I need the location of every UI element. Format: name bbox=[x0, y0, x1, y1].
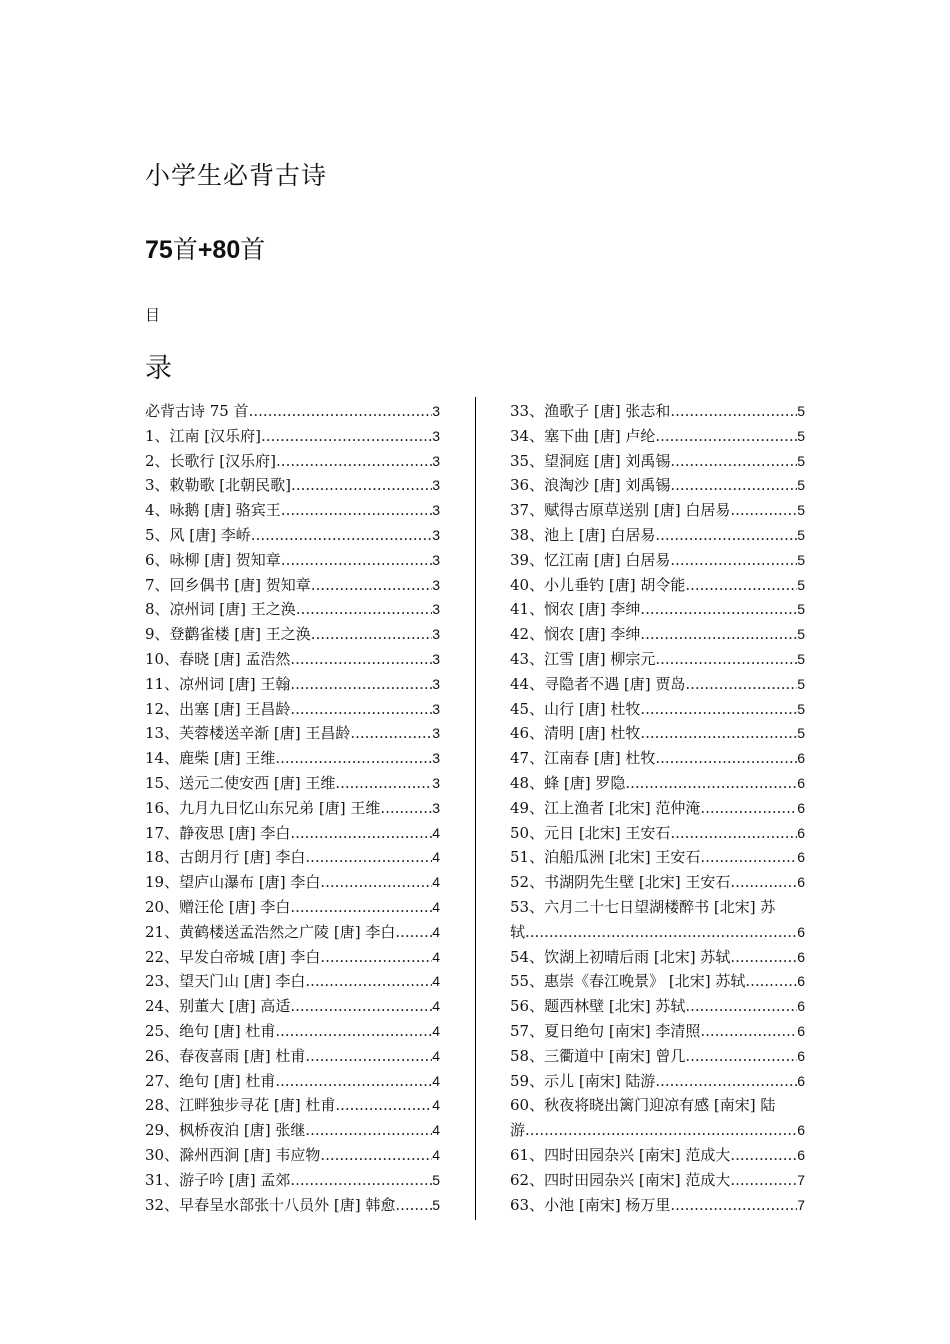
toc-entry[interactable] bbox=[510, 1168, 805, 1193]
toc-entry-page: 6 bbox=[797, 750, 805, 767]
toc-entry-title: 11、凉州词 [唐] 王翰 bbox=[145, 674, 291, 693]
toc-entry-title: 10、春晓 [唐] 孟浩然 bbox=[145, 649, 291, 668]
toc-leader-dots bbox=[655, 746, 797, 771]
toc-entry[interactable] bbox=[145, 498, 440, 523]
toc-entry-page: 5 bbox=[797, 477, 805, 494]
document-title: 小学生必背古诗 bbox=[145, 161, 328, 190]
toc-entry-title: 35、望洞庭 [唐] 刘禹锡 bbox=[510, 451, 671, 470]
toc-entry-title: 57、夏日绝句 [南宋] 李清照 bbox=[510, 1021, 701, 1040]
toc-entry-title: 61、四时田园杂兴 [南宋] 范成大 bbox=[510, 1145, 731, 1164]
toc-entry-page: 3 bbox=[432, 403, 440, 419]
toc-leader-dots bbox=[305, 1118, 432, 1143]
toc-entry-page: 5 bbox=[797, 551, 805, 568]
toc-entry-title: 21、黄鹤楼送孟浩然之广陵 [唐] 李白. bbox=[145, 922, 401, 941]
toc-entry-page: 3 bbox=[432, 576, 440, 593]
toc-entry-title: 41、悯农 [唐] 李绅 bbox=[510, 600, 641, 619]
toc-entry[interactable] bbox=[510, 796, 805, 821]
toc-entry-page: 6 bbox=[797, 1072, 805, 1089]
toc-entry[interactable] bbox=[510, 920, 805, 945]
toc-entry[interactable] bbox=[510, 1019, 805, 1044]
toc-entry[interactable] bbox=[145, 870, 440, 895]
toc-entry-page: 3 bbox=[432, 477, 440, 494]
toc-leader-dots bbox=[395, 1193, 432, 1218]
toc-leader-dots bbox=[261, 424, 432, 449]
toc-entry-page: 4 bbox=[432, 923, 440, 940]
toc-entry-page: 3 bbox=[432, 799, 440, 816]
toc-entry-page: 6 bbox=[797, 849, 805, 866]
toc-entry-page: 5 bbox=[432, 1196, 440, 1213]
toc-entry-page: 6 bbox=[797, 1146, 805, 1163]
toc-entry-page: 4 bbox=[432, 824, 440, 841]
toc-entry[interactable] bbox=[510, 895, 805, 920]
toc-entry[interactable] bbox=[145, 672, 440, 697]
toc-entry-title: 23、望天门山 [唐] 李白 bbox=[145, 972, 306, 991]
toc-entry-title: 游 bbox=[510, 1121, 526, 1140]
toc-entry[interactable] bbox=[510, 845, 805, 870]
toc-entry-page: 6 bbox=[797, 948, 805, 965]
toc-entry[interactable] bbox=[510, 994, 805, 1019]
toc-leader-dots bbox=[640, 622, 797, 647]
toc-entry-page: 6 bbox=[797, 998, 805, 1015]
toc-entry-page: 5 bbox=[797, 700, 805, 717]
toc-leader-dots bbox=[655, 647, 797, 672]
toc-leader-dots bbox=[685, 1044, 797, 1069]
toc-entry[interactable] bbox=[510, 449, 805, 474]
toc-entry-page: 3 bbox=[432, 725, 440, 742]
toc-heading-part-1: 目 bbox=[145, 306, 161, 324]
toc-leader-dots bbox=[655, 1069, 797, 1094]
toc-entry-title: 33、渔歌子 [唐] 张志和 bbox=[510, 402, 671, 420]
toc-entry[interactable] bbox=[145, 1193, 440, 1218]
toc-entry[interactable] bbox=[145, 994, 440, 1019]
toc-leader-dots bbox=[670, 399, 797, 424]
toc-entry[interactable] bbox=[510, 945, 805, 970]
toc-leader-dots bbox=[275, 1069, 432, 1094]
toc-entry-page: 5 bbox=[797, 576, 805, 593]
toc-entry[interactable] bbox=[510, 1143, 805, 1168]
toc-entry[interactable] bbox=[145, 597, 440, 622]
toc-entry[interactable] bbox=[510, 1118, 805, 1143]
toc-entry-title: 42、悯农 [唐] 李绅 bbox=[510, 625, 641, 644]
toc-right-column bbox=[510, 399, 805, 1217]
toc-leader-dots bbox=[290, 895, 432, 920]
toc-entry-title: 29、枫桥夜泊 [唐] 张继 bbox=[145, 1121, 306, 1140]
column-divider bbox=[475, 397, 476, 1220]
toc-entry-title: 20、赠汪伦 [唐] 李白 bbox=[145, 897, 291, 916]
toc-entry[interactable] bbox=[145, 920, 440, 945]
toc-entry[interactable] bbox=[145, 573, 440, 598]
toc-leader-dots bbox=[670, 449, 797, 474]
toc-leader-dots bbox=[745, 969, 797, 994]
toc-entry-title: 13、芙蓉楼送辛渐 [唐] 王昌龄 bbox=[145, 724, 351, 743]
toc-entry[interactable] bbox=[145, 969, 440, 994]
toc-leader-dots bbox=[251, 523, 432, 548]
toc-entry-title: 38、池上 [唐] 白居易 bbox=[510, 525, 656, 544]
toc-entry-title: 25、绝句 [唐] 杜甫 bbox=[145, 1021, 276, 1040]
toc-entry-title: 37、赋得古原草送别 [唐] 白居易 bbox=[510, 501, 731, 520]
toc-entry[interactable] bbox=[510, 548, 805, 573]
toc-entry-title: 4、咏鹅 [唐] 骆宾王 bbox=[145, 501, 281, 520]
toc-entry-page: 6 bbox=[797, 799, 805, 816]
toc-entry-title: 51、泊船瓜洲 [北宋] 王安石 bbox=[510, 848, 701, 867]
toc-entry-page: 4 bbox=[432, 849, 440, 866]
toc-entry[interactable] bbox=[145, 622, 440, 647]
toc-leader-dots bbox=[625, 771, 797, 796]
toc-leader-dots bbox=[640, 697, 797, 722]
toc-entry-page: 4 bbox=[432, 998, 440, 1015]
toc-leader-dots bbox=[525, 920, 797, 945]
toc-entry[interactable] bbox=[145, 1143, 440, 1168]
toc-entry[interactable] bbox=[145, 523, 440, 548]
toc-entry-title: 26、春夜喜雨 [唐] 杜甫 bbox=[145, 1046, 306, 1065]
toc-entry[interactable] bbox=[145, 1118, 440, 1143]
toc-entry[interactable] bbox=[510, 573, 805, 598]
toc-leader-dots bbox=[670, 548, 797, 573]
toc-leader-dots bbox=[305, 969, 432, 994]
toc-entry[interactable] bbox=[510, 647, 805, 672]
toc-leader-dots bbox=[685, 672, 797, 697]
toc-leader-dots bbox=[640, 721, 797, 746]
toc-leader-dots bbox=[290, 1168, 432, 1193]
toc-entry-page: 3 bbox=[432, 774, 440, 791]
toc-entry-title: 52、书湖阴先生壁 [北宋] 王安石 bbox=[510, 873, 731, 892]
toc-entry[interactable] bbox=[145, 473, 440, 498]
toc-leader-dots bbox=[275, 746, 432, 771]
toc-entry-page: 5 bbox=[797, 725, 805, 742]
toc-entry-title: 17、静夜思 [唐] 李白 bbox=[145, 823, 291, 842]
toc-entry-page: 3 bbox=[432, 750, 440, 767]
toc-entry-title: 58、三衢道中 [南宋] 曾几 bbox=[510, 1046, 686, 1065]
toc-leader-dots bbox=[655, 424, 797, 449]
toc-entry-page: 7 bbox=[797, 1171, 805, 1188]
toc-leader-dots bbox=[281, 548, 432, 573]
toc-leader-dots bbox=[670, 473, 797, 498]
toc-entry[interactable] bbox=[145, 721, 440, 746]
toc-entry-page: 3 bbox=[432, 700, 440, 717]
toc-entry-page: 6 bbox=[797, 1022, 805, 1039]
subtitle-number-1: 75 bbox=[145, 236, 173, 264]
toc-entry[interactable] bbox=[510, 1044, 805, 1069]
toc-entry[interactable] bbox=[145, 895, 440, 920]
toc-leader-dots bbox=[335, 1093, 432, 1118]
toc-leader-dots bbox=[400, 920, 432, 945]
toc-entry-page: 4 bbox=[432, 1072, 440, 1089]
toc-entry-title: 19、望庐山瀑布 [唐] 李白 bbox=[145, 873, 321, 892]
toc-leader-dots bbox=[281, 498, 432, 523]
toc-entry[interactable] bbox=[145, 399, 440, 424]
toc-entry[interactable] bbox=[510, 672, 805, 697]
toc-entry[interactable] bbox=[145, 697, 440, 722]
toc-entry-title: 44、寻隐者不遇 [唐] 贾岛 bbox=[510, 674, 686, 693]
toc-entry-title: 46、清明 [唐] 杜牧 bbox=[510, 724, 641, 743]
toc-leader-dots bbox=[670, 821, 797, 846]
toc-entry-title: 15、送元二使安西 [唐] 王维 bbox=[145, 773, 336, 792]
toc-entry-title: 39、忆江南 [唐] 白居易 bbox=[510, 550, 671, 569]
toc-leader-dots bbox=[670, 1193, 797, 1218]
toc-entry[interactable] bbox=[145, 1019, 440, 1044]
toc-leader-dots bbox=[275, 1019, 432, 1044]
toc-entry-page: 4 bbox=[432, 1122, 440, 1139]
toc-entry-page: 4 bbox=[432, 898, 440, 915]
toc-entry-page: 6 bbox=[797, 923, 805, 940]
toc-entry-page: 4 bbox=[432, 1047, 440, 1064]
toc-leader-dots bbox=[320, 870, 432, 895]
toc-entry-title: 14、鹿柴 [唐] 王维 bbox=[145, 749, 276, 768]
toc-entry-title: 12、出塞 [唐] 王昌龄 bbox=[145, 699, 291, 718]
toc-leader-dots bbox=[685, 573, 797, 598]
toc-entry[interactable] bbox=[145, 746, 440, 771]
toc-entry-page: 3 bbox=[432, 601, 440, 618]
toc-entry-page: 4 bbox=[432, 874, 440, 891]
toc-leader-dots bbox=[700, 1019, 797, 1044]
toc-entry-page: 6 bbox=[797, 1047, 805, 1064]
toc-entry-title: 16、九月九日忆山东兄弟 [唐] 王维 bbox=[145, 798, 381, 817]
toc-entry[interactable] bbox=[510, 969, 805, 994]
toc-entry[interactable] bbox=[145, 796, 440, 821]
toc-entry-title: 62、四时田园杂兴 [南宋] 范成大 bbox=[510, 1170, 731, 1189]
toc-leader-dots bbox=[320, 1143, 432, 1168]
toc-entry[interactable] bbox=[510, 424, 805, 449]
toc-leader-dots bbox=[249, 399, 433, 424]
toc-entry[interactable] bbox=[510, 771, 805, 796]
toc-leader-dots bbox=[730, 1168, 797, 1193]
toc-entry-title: 36、浪淘沙 [唐] 刘禹锡 bbox=[510, 476, 671, 495]
toc-entry-page: 4 bbox=[432, 1146, 440, 1163]
toc-entry-title: 32、早春呈水部张十八员外 [唐] 韩愈 bbox=[145, 1195, 396, 1214]
toc-entry[interactable] bbox=[145, 845, 440, 870]
toc-leader-dots bbox=[640, 597, 797, 622]
toc-leader-dots bbox=[700, 845, 797, 870]
toc-entry-title: 43、江雪 [唐] 柳宗元 bbox=[510, 649, 656, 668]
toc-entry-title: 53、六月二十七日望湖楼醉书 [北宋] 苏 bbox=[510, 897, 776, 916]
toc-entry-page: 5 bbox=[797, 626, 805, 643]
toc-entry-page: 5 bbox=[797, 502, 805, 519]
toc-entry[interactable] bbox=[145, 1044, 440, 1069]
toc-leader-dots bbox=[685, 994, 797, 1019]
toc-entry-title: 5、风 [唐] 李峤 bbox=[145, 525, 251, 544]
toc-entry-title: 28、江畔独步寻花 [唐] 杜甫 bbox=[145, 1096, 336, 1115]
toc-entry[interactable] bbox=[510, 746, 805, 771]
toc-entry[interactable] bbox=[145, 548, 440, 573]
toc-entry-title: 2、长歌行 [汉乐府] bbox=[145, 451, 277, 470]
toc-entry-title: 必背古诗 75 首 bbox=[145, 402, 249, 420]
toc-entry-title: 45、山行 [唐] 杜牧 bbox=[510, 699, 641, 718]
toc-entry-page: 3 bbox=[432, 452, 440, 469]
toc-entry-title: 40、小儿垂钓 [唐] 胡令能 bbox=[510, 575, 686, 594]
toc-leader-dots bbox=[320, 945, 432, 970]
toc-entry[interactable] bbox=[145, 1168, 440, 1193]
toc-leader-dots bbox=[730, 498, 797, 523]
toc-entry-page: 5 bbox=[797, 427, 805, 444]
toc-leader-dots bbox=[700, 796, 797, 821]
toc-leader-dots bbox=[350, 721, 432, 746]
toc-leader-dots bbox=[290, 647, 432, 672]
toc-entry-title: 3、敕勒歌 [北朝民歌] bbox=[145, 476, 292, 495]
toc-leader-dots bbox=[525, 1118, 797, 1143]
toc-leader-dots bbox=[276, 449, 432, 474]
toc-leader-dots bbox=[311, 573, 432, 598]
toc-entry[interactable] bbox=[510, 498, 805, 523]
toc-entry-title: 47、江南春 [唐] 杜牧 bbox=[510, 749, 656, 768]
toc-entry-title: 31、游子吟 [唐] 孟郊 bbox=[145, 1170, 291, 1189]
toc-entry-page: 3 bbox=[432, 551, 440, 568]
toc-entry-page: 5 bbox=[797, 675, 805, 692]
toc-entry-page: 3 bbox=[432, 526, 440, 543]
toc-entry-page: 3 bbox=[432, 626, 440, 643]
subtitle-number-2: +80 bbox=[197, 236, 241, 264]
toc-entry[interactable] bbox=[145, 647, 440, 672]
toc-entry-title: 49、江上渔者 [北宋] 范仲淹 bbox=[510, 798, 701, 817]
toc-entry-title: 24、别董大 [唐] 高适 bbox=[145, 997, 291, 1016]
toc-entry-page: 3 bbox=[432, 502, 440, 519]
toc-entry[interactable] bbox=[510, 473, 805, 498]
toc-entry-page: 4 bbox=[432, 973, 440, 990]
toc-leader-dots bbox=[291, 473, 432, 498]
toc-entry-title: 60、秋夜将晓出篱门迎凉有感 [南宋] 陆 bbox=[510, 1096, 776, 1115]
toc-entry-title: 34、塞下曲 [唐] 卢纶 bbox=[510, 426, 656, 445]
toc-entry[interactable] bbox=[510, 523, 805, 548]
toc-entry-title: 30、滁州西涧 [唐] 韦应物 bbox=[145, 1145, 321, 1164]
toc-leader-dots bbox=[730, 870, 797, 895]
toc-entry-page: 6 bbox=[797, 874, 805, 891]
toc-leader-dots bbox=[335, 771, 432, 796]
toc-entry-title: 8、凉州词 [唐] 王之涣 bbox=[145, 600, 296, 619]
toc-entry-page: 6 bbox=[797, 774, 805, 791]
toc-entry[interactable] bbox=[145, 945, 440, 970]
toc-leader-dots bbox=[290, 821, 432, 846]
toc-entry-title: 56、题西林壁 [北宋] 苏轼 bbox=[510, 997, 686, 1016]
toc-entry-title: 9、登鹳雀楼 [唐] 王之涣 bbox=[145, 625, 311, 644]
toc-entry-page: 5 bbox=[432, 1171, 440, 1188]
toc-leader-dots bbox=[311, 622, 432, 647]
toc-leader-dots bbox=[290, 994, 432, 1019]
toc-entry-title: 轼 bbox=[510, 922, 526, 941]
toc-leader-dots bbox=[305, 845, 432, 870]
toc-entry[interactable] bbox=[510, 399, 805, 424]
toc-entry-title: 1、江南 [汉乐府] bbox=[145, 426, 262, 445]
toc-entry-page: 5 bbox=[797, 601, 805, 618]
toc-entry[interactable] bbox=[145, 424, 440, 449]
subtitle-unit-2: 首 bbox=[240, 235, 266, 264]
toc-entry-title: 22、早发白帝城 [唐] 李白 bbox=[145, 947, 321, 966]
toc-entry[interactable] bbox=[510, 697, 805, 722]
toc-entry[interactable] bbox=[510, 1069, 805, 1094]
toc-entry[interactable] bbox=[510, 1193, 805, 1218]
toc-entry[interactable] bbox=[510, 721, 805, 746]
toc-entry[interactable] bbox=[145, 821, 440, 846]
toc-entry[interactable] bbox=[510, 622, 805, 647]
toc-entry-page: 4 bbox=[432, 948, 440, 965]
toc-heading-part-2: 录 bbox=[145, 353, 172, 384]
toc-leader-dots bbox=[380, 796, 432, 821]
toc-entry-title: 27、绝句 [唐] 杜甫 bbox=[145, 1071, 276, 1090]
toc-entry-title: 59、示儿 [南宋] 陆游 bbox=[510, 1071, 656, 1090]
document-subtitle bbox=[145, 230, 265, 266]
toc-leader-dots bbox=[290, 697, 432, 722]
toc-leader-dots bbox=[730, 945, 797, 970]
toc-leader-dots bbox=[730, 1143, 797, 1168]
toc-entry-page: 5 bbox=[797, 526, 805, 543]
toc-entry-page: 3 bbox=[432, 427, 440, 444]
toc-entry-title: 48、蜂 [唐] 罗隐 bbox=[510, 773, 626, 792]
toc-entry-page: 5 bbox=[797, 452, 805, 469]
toc-leader-dots bbox=[655, 523, 797, 548]
toc-leader-dots bbox=[290, 672, 432, 697]
toc-entry-title: 6、咏柳 [唐] 贺知章 bbox=[145, 550, 281, 569]
toc-entry-page: 5 bbox=[797, 403, 805, 419]
toc-entry-title: 7、回乡偶书 [唐] 贺知章 bbox=[145, 575, 311, 594]
toc-entry[interactable] bbox=[145, 1093, 440, 1118]
toc-entry-page: 7 bbox=[797, 1196, 805, 1213]
toc-entry[interactable] bbox=[145, 449, 440, 474]
toc-entry-page: 3 bbox=[432, 650, 440, 667]
toc-leader-dots bbox=[296, 597, 432, 622]
toc-entry-title: 50、元日 [北宋] 王安石 bbox=[510, 823, 671, 842]
toc-entry[interactable] bbox=[145, 771, 440, 796]
toc-entry[interactable] bbox=[510, 597, 805, 622]
toc-entry-page: 5 bbox=[797, 650, 805, 667]
toc-entry-page: 4 bbox=[432, 1022, 440, 1039]
toc-entry[interactable] bbox=[510, 1093, 805, 1118]
toc-entry[interactable] bbox=[145, 1069, 440, 1094]
toc-entry[interactable] bbox=[510, 821, 805, 846]
toc-entry-page: 6 bbox=[797, 824, 805, 841]
toc-entry[interactable] bbox=[510, 870, 805, 895]
toc-leader-dots bbox=[305, 1044, 432, 1069]
subtitle-unit-1: 首 bbox=[172, 235, 198, 264]
toc-entry-page: 3 bbox=[432, 675, 440, 692]
toc-entry-page: 6 bbox=[797, 1122, 805, 1139]
toc-entry-title: 18、古朗月行 [唐] 李白 bbox=[145, 848, 306, 867]
toc-entry-title: 54、饮湖上初晴后雨 [北宋] 苏轼 bbox=[510, 947, 731, 966]
toc-entry-page: 4 bbox=[432, 1097, 440, 1114]
toc-left-column bbox=[145, 399, 440, 1217]
toc-entry-title: 63、小池 [南宋] 杨万里 bbox=[510, 1195, 671, 1214]
toc-entry-title: 55、惠崇《春江晚景》 [北宋] 苏轼 bbox=[510, 972, 746, 991]
toc-entry-page: 6 bbox=[797, 973, 805, 990]
